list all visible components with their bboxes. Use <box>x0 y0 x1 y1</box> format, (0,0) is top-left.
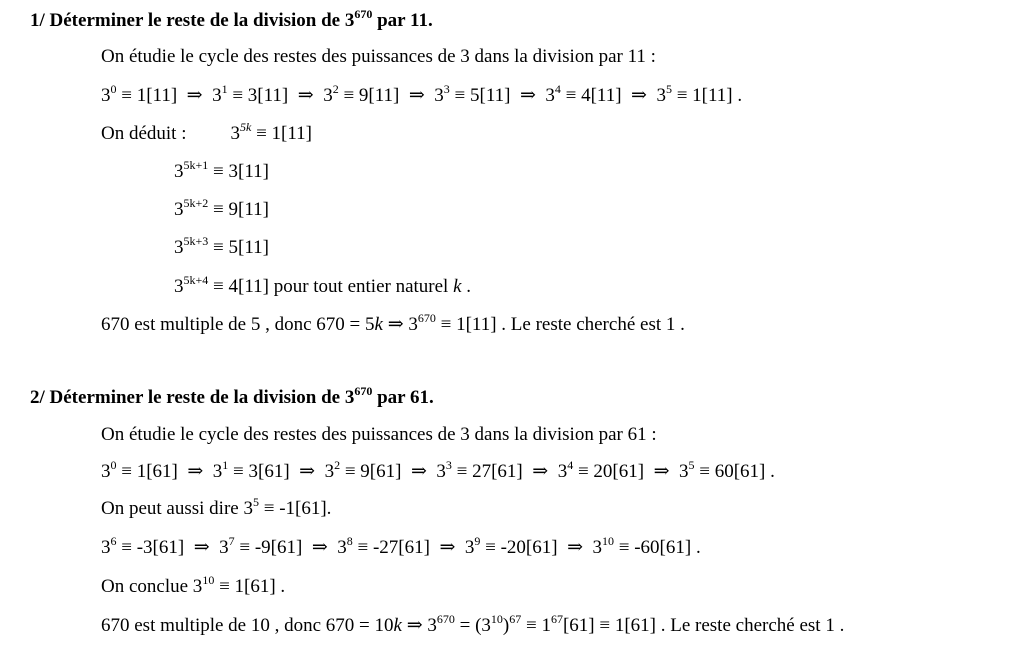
implies-arrow: ⇒ <box>621 85 657 106</box>
section1-deduce: On déduit : $3^{5k} \equiv 1[11]$ <box>101 120 312 144</box>
congruence-term: $3^2 \equiv 9[61]$ <box>324 458 402 482</box>
implies-arrow: ⇒ <box>399 85 435 106</box>
implies-arrow: ⇒ <box>522 461 558 482</box>
section1-conclusion: 670 est multiple de 5 , donc 670 = 5k ⇒ $3^{670} \equiv 1[11]$ . Le reste cherché est 1 . <box>101 311 685 335</box>
congruence-term: $3^{10} \equiv -60[61]$ . <box>592 534 701 558</box>
section1-row-1: $3^{5k+1} \equiv 3[11]$ <box>174 158 269 182</box>
congruence-term: $3^7 \equiv -9[61]$ <box>219 534 303 558</box>
section2-conclue: On conclue $3^{10} \equiv 1[61]$ . <box>101 573 286 597</box>
section1-row-2: $3^{5k+2} \equiv 9[11]$ <box>174 196 269 220</box>
implies-arrow: ⇒ <box>510 85 546 106</box>
section2-cycle <box>101 458 775 483</box>
congruence-term: $3^5 \equiv 60[61]$ . <box>678 458 775 482</box>
implies-arrow: ⇒ <box>644 461 679 482</box>
congruence-term: $3^4 \equiv 4[11]$ <box>545 82 622 106</box>
implies-arrow: ⇒ <box>289 461 325 482</box>
section1-intro: On étudie le cycle des restes des puissances de 3 dans la division par 11 : <box>101 46 656 67</box>
congruence-term: $3^5 \equiv 1[11]$ . <box>656 82 743 106</box>
section2-also: On peut aussi dire $3^5 \equiv -1[61]$. <box>101 495 332 519</box>
congruence-term: $3^1 \equiv 3[11]$ <box>212 82 289 106</box>
implies-arrow: ⇒ <box>302 537 338 558</box>
congruence-term: $3^8 \equiv -27[61]$ <box>337 534 430 558</box>
section2-final: 670 est multiple de 10 , donc 670 = 10k ⇒ $3^{670} = (3^{10})^{67} \equiv 1^{67}[61] \equiv 1[61]$ . Le reste cherché est 1 . <box>101 612 845 636</box>
section1-row-3: $3^{5k+3} \equiv 5[11]$ <box>174 234 269 258</box>
congruence-term: $3^9 \equiv -20[61]$ <box>464 534 558 558</box>
implies-arrow: ⇒ <box>429 537 465 558</box>
congruence-term: $3^3 \equiv 5[11]$ <box>434 82 511 106</box>
section2-title: 2/ Déterminer le reste de la division de $3^{670}$ par 61. <box>30 384 434 408</box>
section1-title: 1/ Déterminer le reste de la division de $3^{670}$ par 11. <box>30 7 433 31</box>
section1-cycle <box>101 82 743 107</box>
implies-arrow: ⇒ <box>177 85 213 106</box>
implies-arrow: ⇒ <box>177 461 213 482</box>
congruence-term: $3^6 \equiv -3[61]$ <box>101 534 185 558</box>
congruence-term: $3^1 \equiv 3[61]$ <box>212 458 290 482</box>
implies-arrow: ⇒ <box>288 85 324 106</box>
section2-intro: On étudie le cycle des restes des puissances de 3 dans la division par 61 : <box>101 424 657 445</box>
implies-arrow: ⇒ <box>557 537 593 558</box>
congruence-term: $3^4 \equiv 20[61]$ <box>557 458 645 482</box>
congruence-term: $3^0 \equiv 1[11]$ <box>101 82 178 106</box>
congruence-term: $3^0 \equiv 1[61]$ <box>101 458 178 482</box>
section1-row-4: $3^{5k+4} \equiv 4[11]$ pour tout entier naturel k . <box>174 273 472 297</box>
implies-arrow: ⇒ <box>401 461 437 482</box>
implies-arrow: ⇒ <box>184 537 220 558</box>
congruence-term: $3^3 \equiv 27[61]$ <box>436 458 523 482</box>
section2-cycle2 <box>101 534 701 559</box>
congruence-term: $3^2 \equiv 9[11]$ <box>323 82 400 106</box>
